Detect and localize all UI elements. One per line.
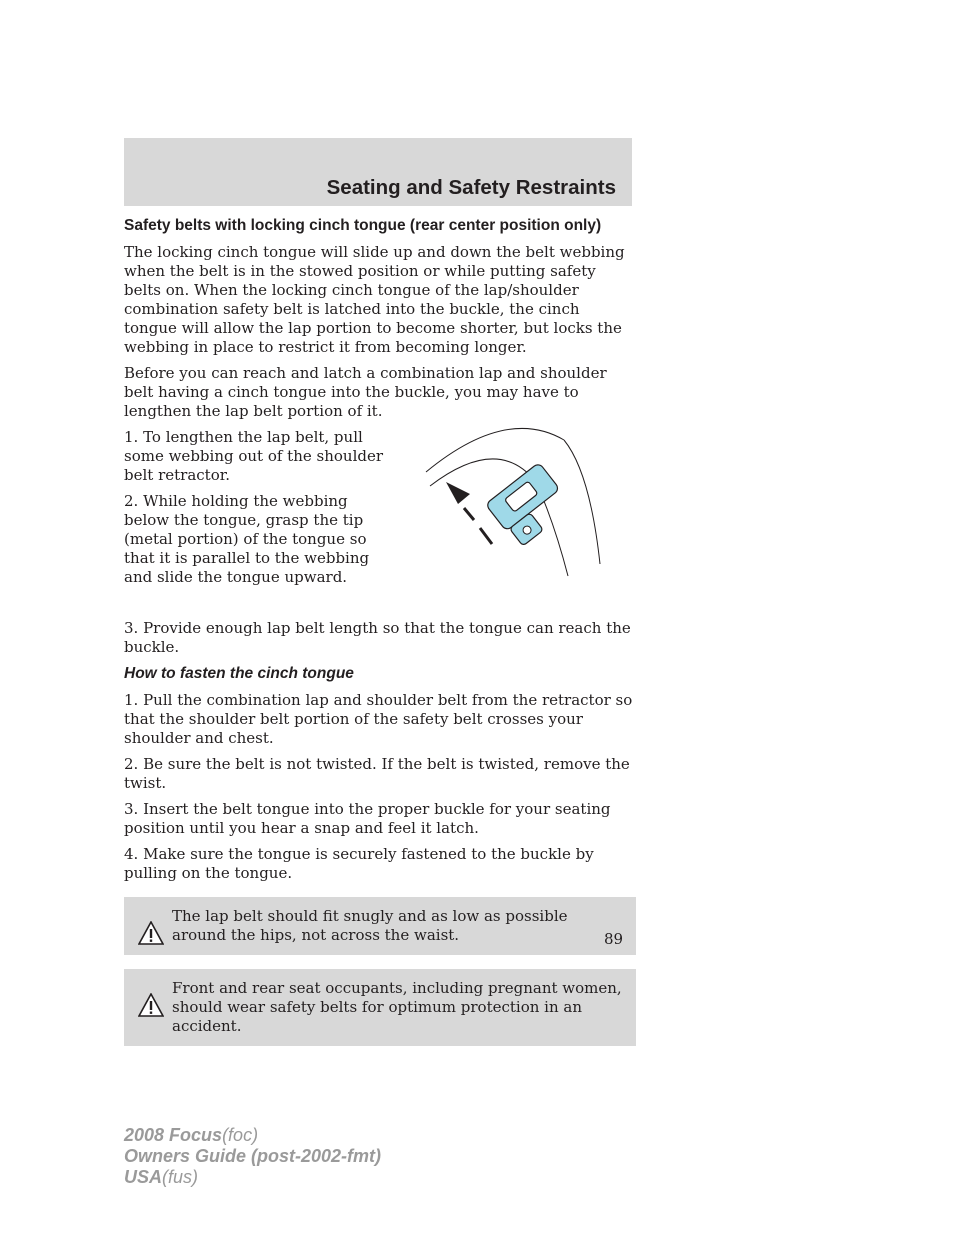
step-item: 2. While holding the webbing below the tongue, grasp the tip (metal portion) of the tongue so that it is parallel to the webbing and slide the tongue upward. <box>124 492 370 586</box>
lengthen-steps-with-illustration <box>124 428 636 613</box>
footer-model: 2008 Focus <box>124 1125 223 1145</box>
section-heading-cinch-tongue: Safety belts with locking cinch tongue (rear center position only) <box>124 217 602 234</box>
warning-box <box>124 969 636 1046</box>
direction-arrow-icon <box>446 482 492 544</box>
warning-triangle-icon <box>138 921 164 945</box>
belt-edge-upper <box>426 428 564 472</box>
step-item: 3. Provide enough lap belt length so that the tongue can reach the buckle. <box>124 619 631 656</box>
warning-text: Front and rear seat occupants, including pregnant women, should wear safety belts for optimum protection in an accident. <box>172 979 622 1035</box>
warning-box <box>124 897 636 955</box>
footer-market: USA <box>124 1167 163 1187</box>
warning-triangle-icon <box>138 993 164 1017</box>
main-content <box>124 216 636 1046</box>
page-number: 89 <box>604 930 624 948</box>
step-item: 3. Insert the belt tongue into the proper buckle for your seating position until you hear a snap and feel it latch. <box>124 800 611 837</box>
page-title: Seating and Safety Restraints <box>326 176 616 199</box>
cinch-tongue-icon <box>485 462 573 548</box>
cinch-tongue-illustration <box>414 412 634 612</box>
header-band <box>124 138 632 206</box>
footer-model-code: (foc) <box>222 1125 259 1145</box>
footer-guide: Owners Guide (post-2002-fmt) <box>124 1146 382 1166</box>
step-item: 4. Make sure the tongue is securely fastened to the buckle by pulling on the tongue. <box>124 845 594 882</box>
step-item: 1. To lengthen the lap belt, pull some webbing out of the shoulder belt retractor. <box>124 428 384 484</box>
paragraph: Before you can reach and latch a combination lap and shoulder belt having a cinch tongue into the buckle, you may have to lengthen the lap belt portion of it. <box>124 364 607 420</box>
step-item: 2. Be sure the belt is not twisted. If the belt is twisted, remove the twist. <box>124 755 630 792</box>
warning-text: The lap belt should fit snugly and as low as possible around the hips, not across the waist. <box>172 907 568 944</box>
section-heading-fasten: How to fasten the cinch tongue <box>124 665 354 682</box>
footer <box>124 1125 381 1188</box>
belt-edge-outer <box>564 440 600 564</box>
step-item: 1. Pull the combination lap and shoulder belt from the retractor so that the shoulder belt portion of the safety belt crosses your shoulder and chest. <box>124 691 633 747</box>
footer-market-code: (fus) <box>162 1167 199 1187</box>
paragraph: The locking cinch tongue will slide up and down the belt webbing when the belt is in the stowed position or while putting safety belts on. When the locking cinch tongue of the lap/shoulder combination safety belt is latched into the buckle, the cinch tongue will allow the lap portion to become shorter, but locks the webbing in place to restrict it from becoming longer. <box>124 243 625 356</box>
